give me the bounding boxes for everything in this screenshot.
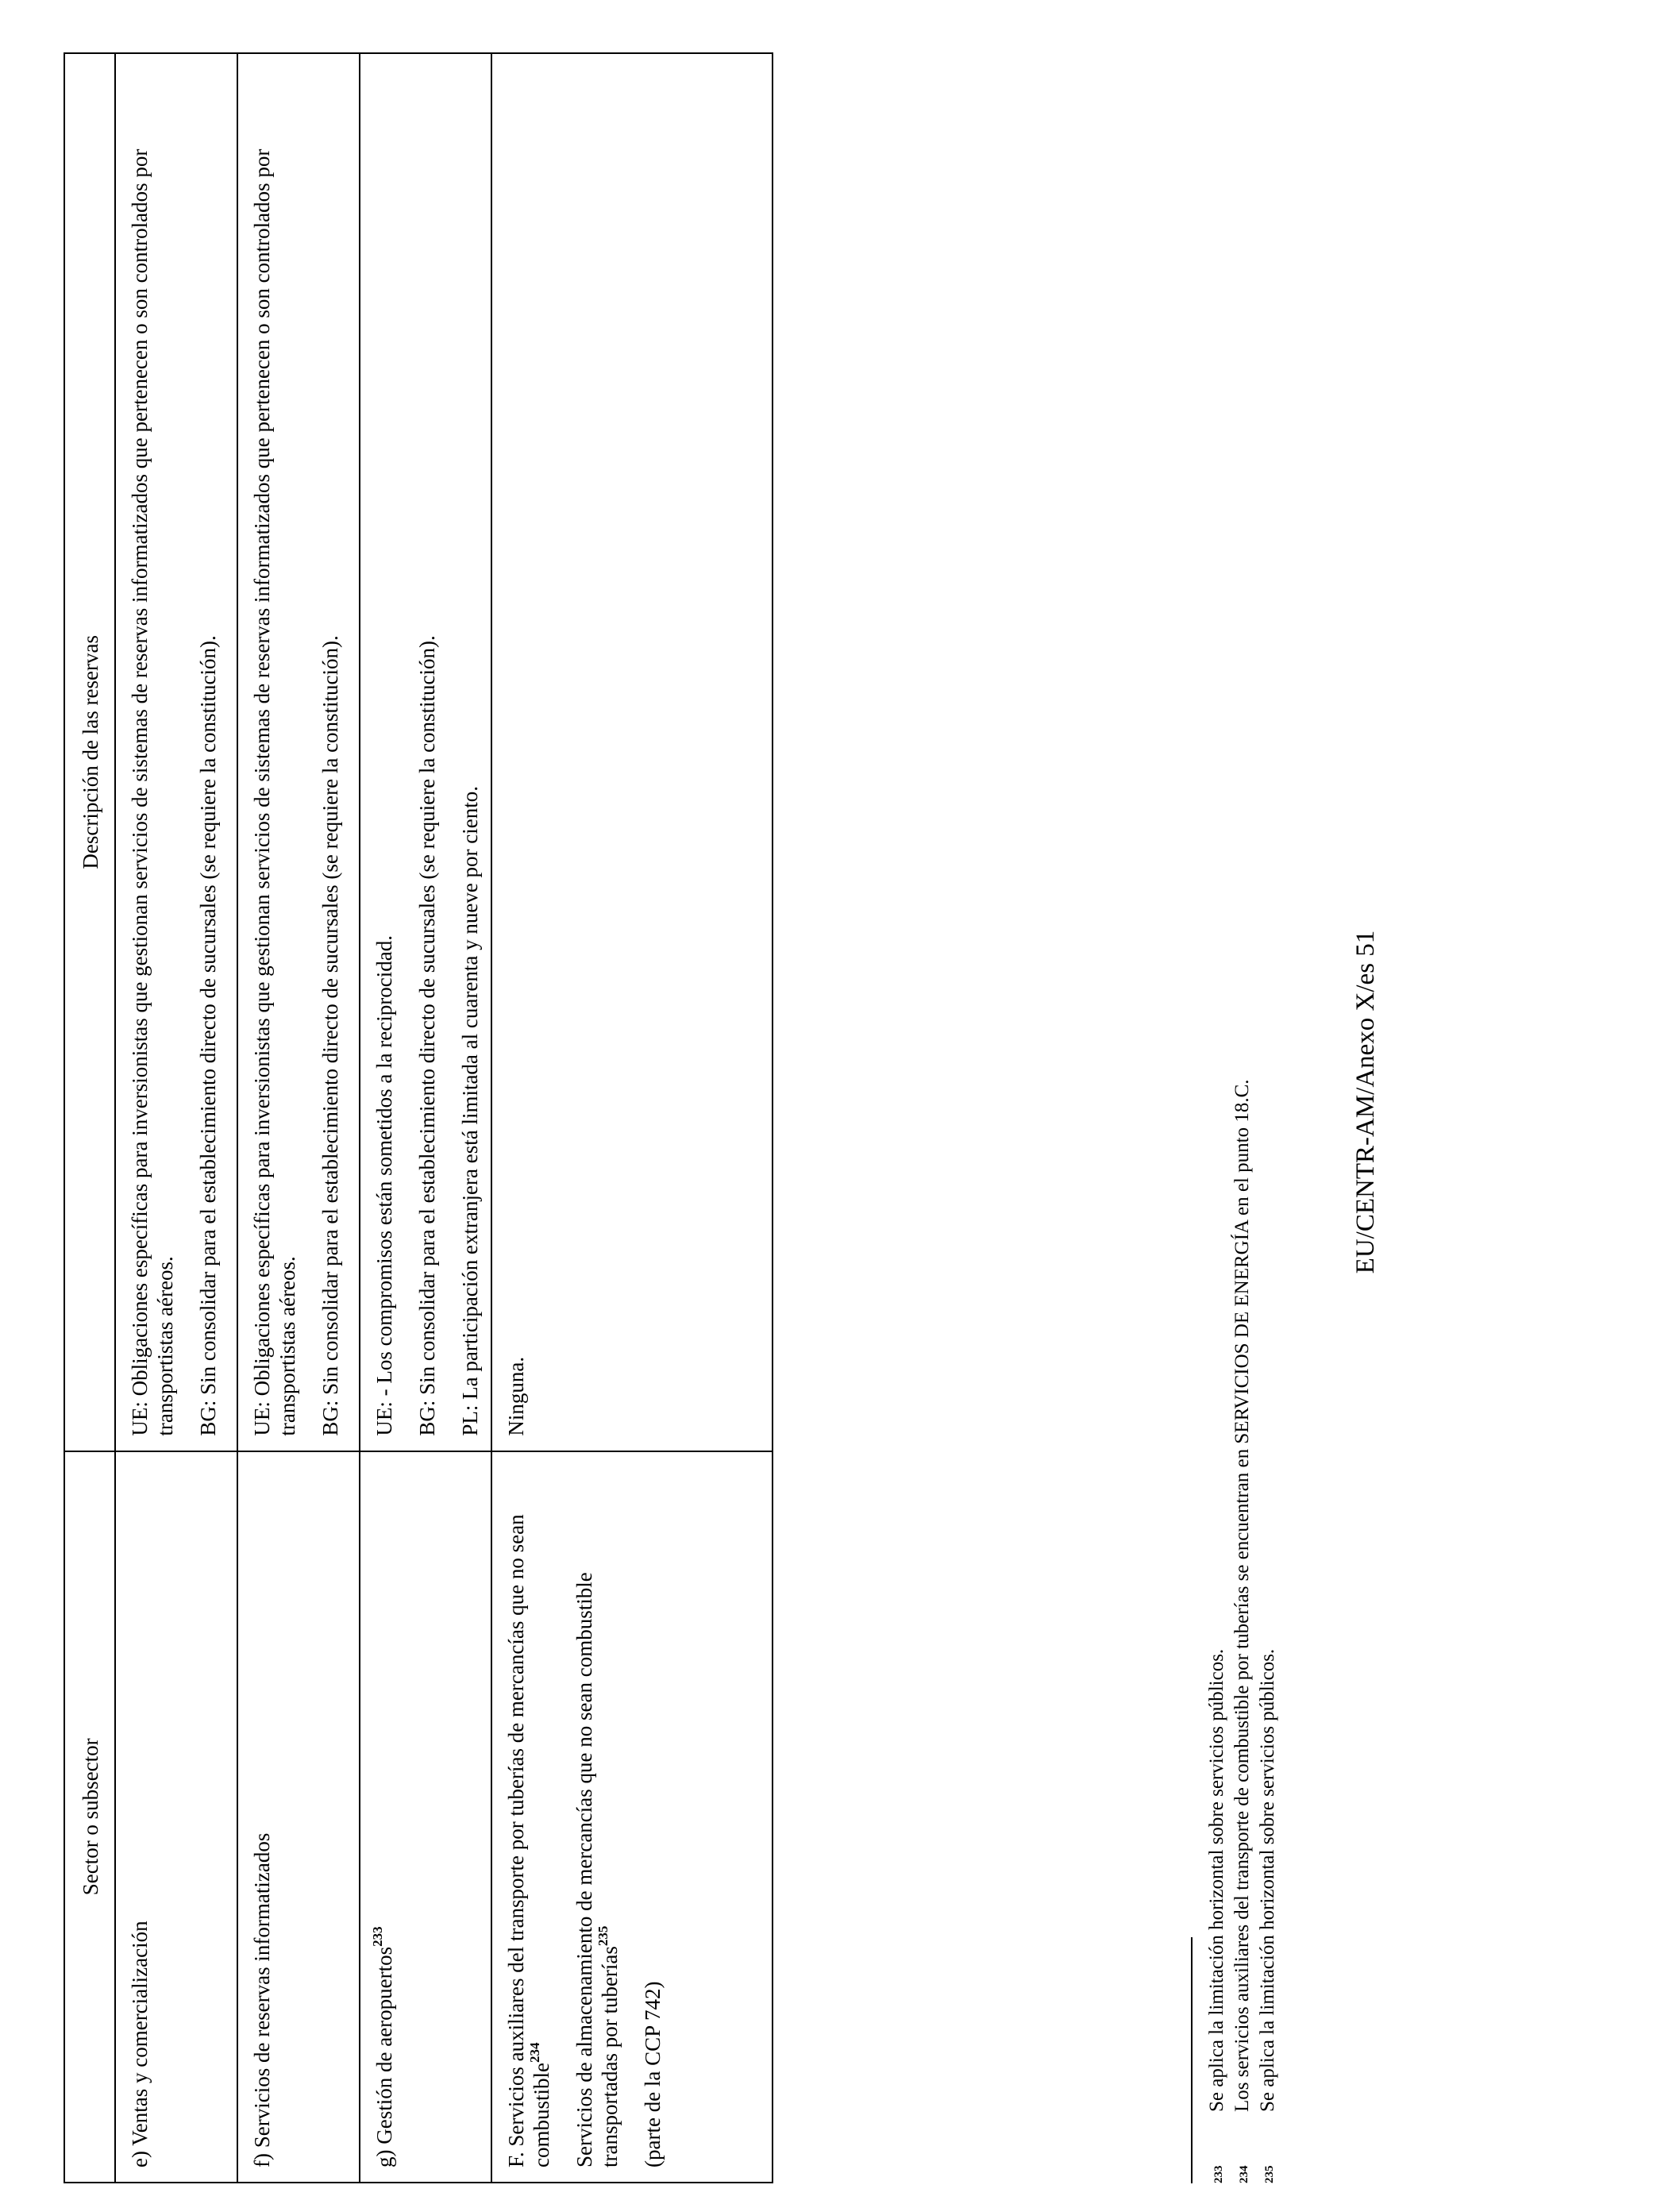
footnote-ref[interactable]: 235 bbox=[595, 1925, 611, 1947]
sector-text: Servicios de almacenamiento de mercancías que no sean combustible transportadas por tuberías bbox=[572, 1572, 622, 2167]
table-row bbox=[115, 53, 237, 2183]
description-cell bbox=[237, 53, 360, 1451]
footnote bbox=[1231, 119, 1256, 2183]
sector-text: f) Servicios de reservas informatizados bbox=[250, 1832, 274, 2167]
sector-text: F. Servicios auxiliares del transporte por tuberías de mercancías que no sean combustible bbox=[504, 1514, 553, 2167]
footnote-separator bbox=[1191, 1937, 1193, 2183]
description-text: BG: Sin consolidar para el establecimiento directo de sucursales (se requiere la constitución). bbox=[415, 635, 439, 1436]
sector-cell bbox=[491, 1451, 773, 2183]
sector-paragraph bbox=[572, 1466, 622, 2167]
description-cell bbox=[115, 53, 237, 1451]
sector-paragraph bbox=[372, 1466, 397, 2167]
footnote-number: 233 bbox=[1212, 2165, 1225, 2183]
header-description: Descripción de las reservas bbox=[64, 53, 115, 1451]
table-header-row bbox=[64, 53, 115, 2183]
footnotes bbox=[1205, 119, 1281, 2183]
sector-cell bbox=[115, 1451, 237, 2183]
description-text: PL: La participación extranjera está limitada al cuarenta y nueve por ciento. bbox=[458, 785, 482, 1436]
sector-text: e) Ventas y comercialización bbox=[128, 1921, 152, 2167]
footnote-ref[interactable]: 234 bbox=[527, 2042, 542, 2063]
footnote-text: Se aplica la limitación horizontal sobre servicios públicos. bbox=[1257, 1648, 1278, 2112]
description-text: UE: Obligaciones específicas para inversionistas que gestionan servicios de sistemas de reservas informatizados que pertenecen o son controlados por transportistas aéreos. bbox=[250, 148, 299, 1436]
footnote-ref[interactable]: 233 bbox=[370, 1926, 385, 1947]
table-row bbox=[360, 53, 491, 2183]
description-text: UE: Obligaciones específicas para inversionistas que gestionan servicios de sistemas de reservas informatizados que pertenecen o son controlados por transportistas aéreos. bbox=[128, 148, 177, 1436]
sector-text: g) Gestión de aeropuertos bbox=[372, 1946, 396, 2167]
sector-paragraph bbox=[640, 1466, 665, 2167]
reservations-table bbox=[64, 52, 773, 2183]
description-text: UE: - Los compromisos están sometidos a la reciprocidad. bbox=[372, 935, 396, 1436]
description-text: Ninguna. bbox=[504, 1356, 528, 1436]
footnote-number: 235 bbox=[1263, 2165, 1276, 2183]
description-cell bbox=[491, 53, 773, 1451]
description-cell bbox=[360, 53, 491, 1451]
sector-paragraph bbox=[503, 1466, 554, 2167]
footnote bbox=[1256, 119, 1281, 2183]
page-footer: EU/CENTR-AM/Anexo X/es 51 bbox=[1351, 930, 1380, 1274]
sector-cell bbox=[237, 1451, 360, 2183]
footnote-text: Los servicios auxiliares del transporte de combustible por tuberías se encuentran en SERVICIOS DE ENERGÍA en el punto 18.C. bbox=[1231, 1079, 1253, 2112]
table-row bbox=[491, 53, 773, 2183]
description-text: BG: Sin consolidar para el establecimiento directo de sucursales (se requiere la constitución). bbox=[318, 635, 342, 1436]
footnote-text: Se aplica la limitación horizontal sobre servicios públicos. bbox=[1206, 1648, 1227, 2112]
footnote-number: 234 bbox=[1238, 2165, 1250, 2183]
sector-cell bbox=[360, 1451, 491, 2183]
sector-text: (parte de la CCP 742) bbox=[641, 1981, 665, 2167]
footnote bbox=[1205, 119, 1231, 2183]
table-row bbox=[237, 53, 360, 2183]
header-sector: Sector o subsector bbox=[64, 1451, 115, 2183]
description-text: BG: Sin consolidar para el establecimiento directo de sucursales (se requiere la constitución). bbox=[196, 635, 220, 1436]
